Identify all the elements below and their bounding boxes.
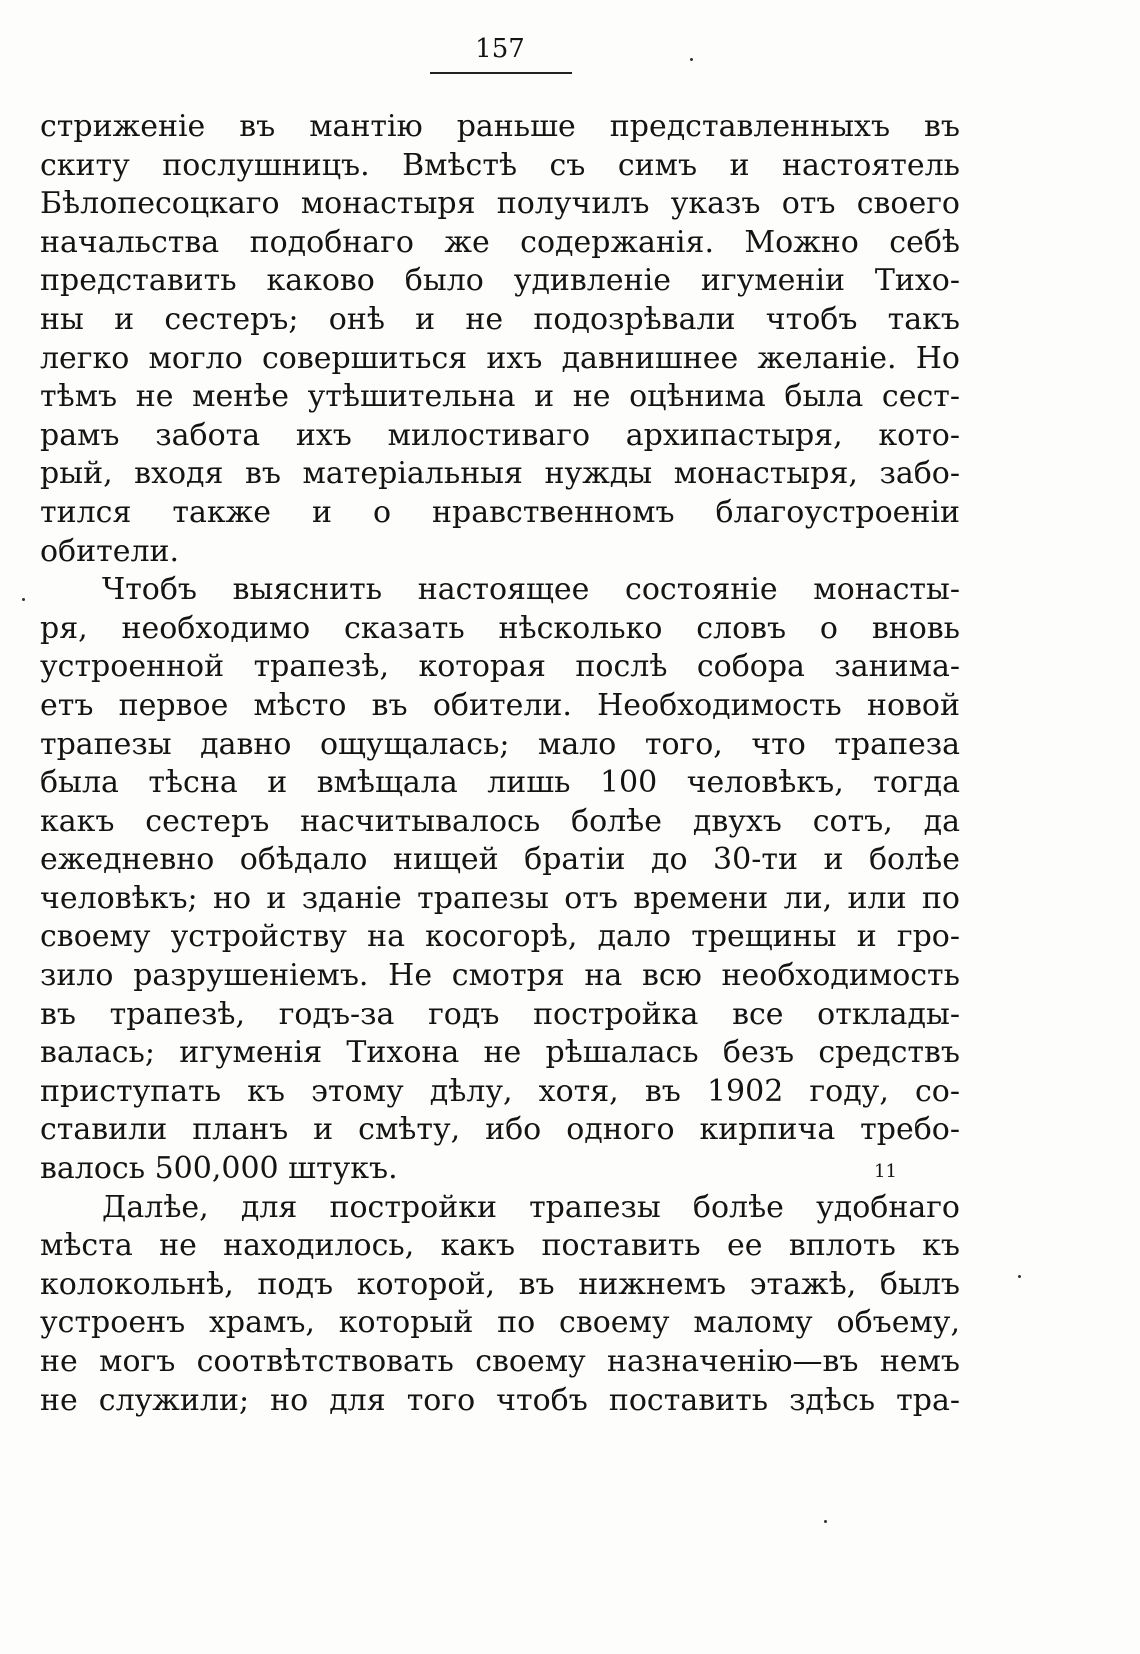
text-line: мѣста не находилось, какъ поставить ее вплоть къ — [40, 1228, 960, 1264]
text-line: скиту послушницъ. Вмѣстѣ съ симъ и настоятель — [40, 147, 960, 183]
text-line: тился также и о нравственномъ благоустроеніи — [40, 494, 960, 530]
signature-mark: 11 — [874, 1161, 897, 1182]
text-line: валась; игуменія Тихона не рѣшалась безъ средствъ — [40, 1035, 960, 1071]
text-line: стриженіе въ мантію раньше представленныхъ въ — [40, 109, 960, 144]
text-line: обители. — [40, 533, 180, 569]
text-line: приступать къ этому дѣлу, хотя, въ 1902 году, со- — [40, 1073, 960, 1109]
text-line: валось 500,000 штукъ. — [40, 1151, 398, 1187]
text-line: не служили; но для того чтобъ поставить здѣсь тра- — [40, 1382, 960, 1418]
text-line: етъ первое мѣсто въ обители. Необходимость новой — [40, 687, 960, 723]
text-line: зило разрушеніемъ. Не смотря на всю необходимость — [40, 958, 960, 994]
scan-speck — [824, 1520, 827, 1523]
text-line: устроенъ храмъ, который по своему малому объему, — [40, 1305, 960, 1341]
text-line: въ трапезѣ, годъ-за годъ постройка все отклады- — [40, 996, 960, 1032]
text-line: была тѣсна и вмѣщала лишь 100 человѣкъ, тогда — [40, 765, 960, 801]
text-line: трапезы давно ощущалась; мало того, что трапеза — [40, 726, 960, 762]
text-line: Далѣе, для постройки трапезы болѣе удобнаго — [102, 1189, 960, 1225]
text-line: рамъ забота ихъ милостиваго архипастыря, кото- — [40, 417, 960, 453]
text-line: не могъ соотвѣтствовать своему назначенію—въ немъ — [40, 1344, 960, 1379]
scan-speck — [1018, 1275, 1021, 1278]
text-line: устроенной трапезѣ, которая послѣ собора занима- — [40, 649, 960, 685]
scan-speck — [22, 598, 25, 601]
text-line: Бѣлопесоцкаго монастыря получилъ указъ отъ своего — [40, 186, 960, 222]
page-number-rule — [430, 72, 572, 74]
page-number: 157 — [475, 34, 525, 64]
text-line: колокольнѣ, подъ которой, въ нижнемъ этажѣ, былъ — [40, 1266, 960, 1302]
text-line: ны и сестеръ; онѣ и не подозрѣвали чтобъ такъ — [40, 301, 960, 337]
text-line: тѣмъ не менѣе утѣшительна и не оцѣнима была сест- — [40, 379, 960, 415]
text-line: рый, входя въ матеріальныя нужды монастыря, забо- — [40, 456, 960, 492]
text-line: легко могло совершиться ихъ давнишнее желаніе. Но — [40, 340, 960, 376]
body-text — [40, 108, 960, 1420]
text-line: ря, необходимо сказать нѣсколько словъ о вновь — [40, 610, 960, 646]
text-line: какъ сестеръ насчитывалось болѣе двухъ сотъ, да — [40, 803, 960, 839]
text-line: ежедневно обѣдало нищей братіи до 30-ти и болѣе — [40, 842, 960, 878]
text-line: своему устройству на косогорѣ, дало трещины и гро- — [40, 919, 960, 955]
text-line: Чтобъ выяснить настоящее состояніе монасты- — [102, 572, 960, 608]
text-line: человѣкъ; но и зданіе трапезы отъ времени ли, или по — [40, 880, 960, 916]
text-line: начальства подобнаго же содержанія. Можно себѣ — [40, 224, 960, 260]
text-line: представить каково было удивленіе игуменіи Тихо- — [40, 263, 960, 299]
scan-speck — [690, 58, 693, 61]
text-line: ставили планъ и смѣту, ибо одного кирпича требо- — [40, 1112, 960, 1148]
